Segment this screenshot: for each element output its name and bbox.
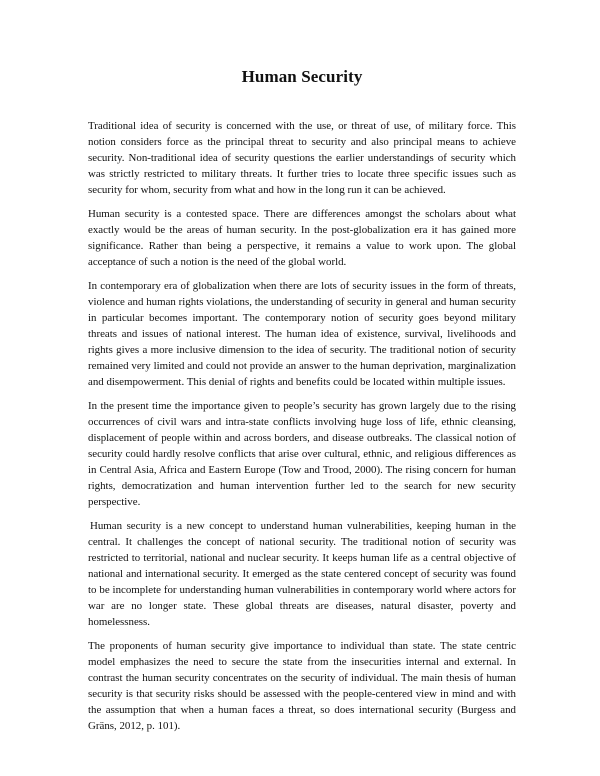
paragraph-globalization: In contemporary era of globalization when there are lots of security issues in the form of threats, violence and human rights violations, the understanding of security in general and human security in particular becomes important. The contemporary notion of security goes beyond military threats and issues of national interest. The human idea of existence, survival, livelihoods and rights gives a more inclusive dimension to the idea of security. The traditional notion of security remained very limited and could not provide an answer to the human deprivation, marginalization and disempowerment. This denial of rights and benefits could be located within multiple issues. (88, 280, 516, 388)
paragraph-contested-space: Human security is a contested space. There are differences amongst the scholars about what exactly would be the areas of human security. In the post-globalization era it has gained more significance. Rather than being a perspective, it remains a value to work upon. The global acceptance of such a notion is the need of the global world. (88, 208, 516, 268)
paragraph-proponents: The proponents of human security give importance to individual than state. The state centric model emphasizes the need to secure the state from the insecurities internal and external. In contrast the human security concentrates on the security of individual. The main thesis of human security is that security risks should be assessed with the people-centered view in mind and with the assumption that when a human faces a threat, so does international security (Burgess and Gräns, 2012, p. 101). (88, 640, 516, 732)
paragraph-traditional-security: Traditional idea of security is concerned with the use, or threat of use, of military force. This notion considers force as the principal threat to security and also principal means to achieve security. Non-traditional idea of security questions the earlier understandings of security which was strictly restricted to military threats. It further tries to locate three specific issues such as security for whom, security from what and how in the long run it can be achieved. (88, 120, 516, 196)
page-title: Human Security (241, 67, 363, 86)
paragraph-present-time: In the present time the importance given to people’s security has grown largely due to the rising occurrences of civil wars and intra-state conflicts involving huge loss of life, ethnic cleansing, displacement of people within and across borders, and disease outbreaks. The classical notion of security could hardly resolve conflicts that arise over cultural, ethnic, and religious differences as in Central Asia, Africa and Eastern Europe (Tow and Trood, 2000). The rising concern for human rights, democratization and human intervention further led to the search for new security perspective. (88, 400, 516, 508)
paragraph-new-concept: Human security is a new concept to understand human vulnerabilities, keeping human in the central. It challenges the concept of national security. The traditional notion of security was restricted to territorial, national and nuclear security. It keeps human life as a central objective of national and international security. It emerged as the state centered concept of security was found to be incomplete for understanding human vulnerabilities in contemporary world where actors for war are no longer state. These global threats are diseases, natural disaster, poverty and homelessness. (88, 520, 516, 628)
